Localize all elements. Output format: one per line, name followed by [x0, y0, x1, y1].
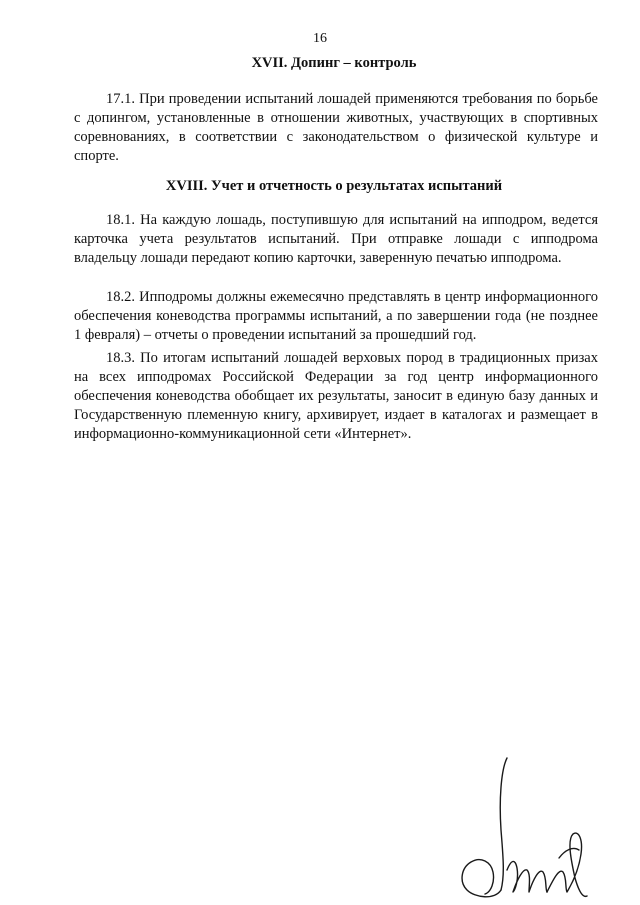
- page-number: 16: [313, 31, 327, 46]
- paragraph-18-3: 18.3. По итогам испытаний лошадей верховых пород в традиционных призах на всех ипподромах Российской Федерации за год центр информационного обеспечения коневодства обобщает их результаты, заносит в единую базу данных и Государственную племенную книгу, архивирует, издает в каталогах и размещает в информационно-коммуникационной сети «Интернет».: [74, 350, 598, 442]
- signature-icon: [455, 750, 605, 900]
- section-heading-17: XVII. Допинг – контроль: [251, 55, 417, 71]
- paragraph-18-2: 18.2. Ипподромы должны ежемесячно представлять в центр информационного обеспечения коневодства программы испытаний, а по завершении года (не позднее 1 февраля) – отчеты о проведении испытаний за прошедший год.: [74, 289, 598, 343]
- paragraph-17-1: 17.1. При проведении испытаний лошадей применяются требования по борьбе с допингом, установленные в отношении животных, участвующих в спортивных соревнованиях, в соответствии с законодательством о физической культуре и спорте.: [74, 91, 598, 164]
- section-heading-18: XVIII. Учет и отчетность о результатах испытаний: [165, 178, 503, 194]
- paragraph-18-1: 18.1. На каждую лошадь, поступившую для испытаний на ипподром, ведется карточка учета результатов испытаний. При отправке лошади с ипподрома владельцу лошади передают копию карточки, заверенную печатью ипподрома.: [74, 212, 598, 266]
